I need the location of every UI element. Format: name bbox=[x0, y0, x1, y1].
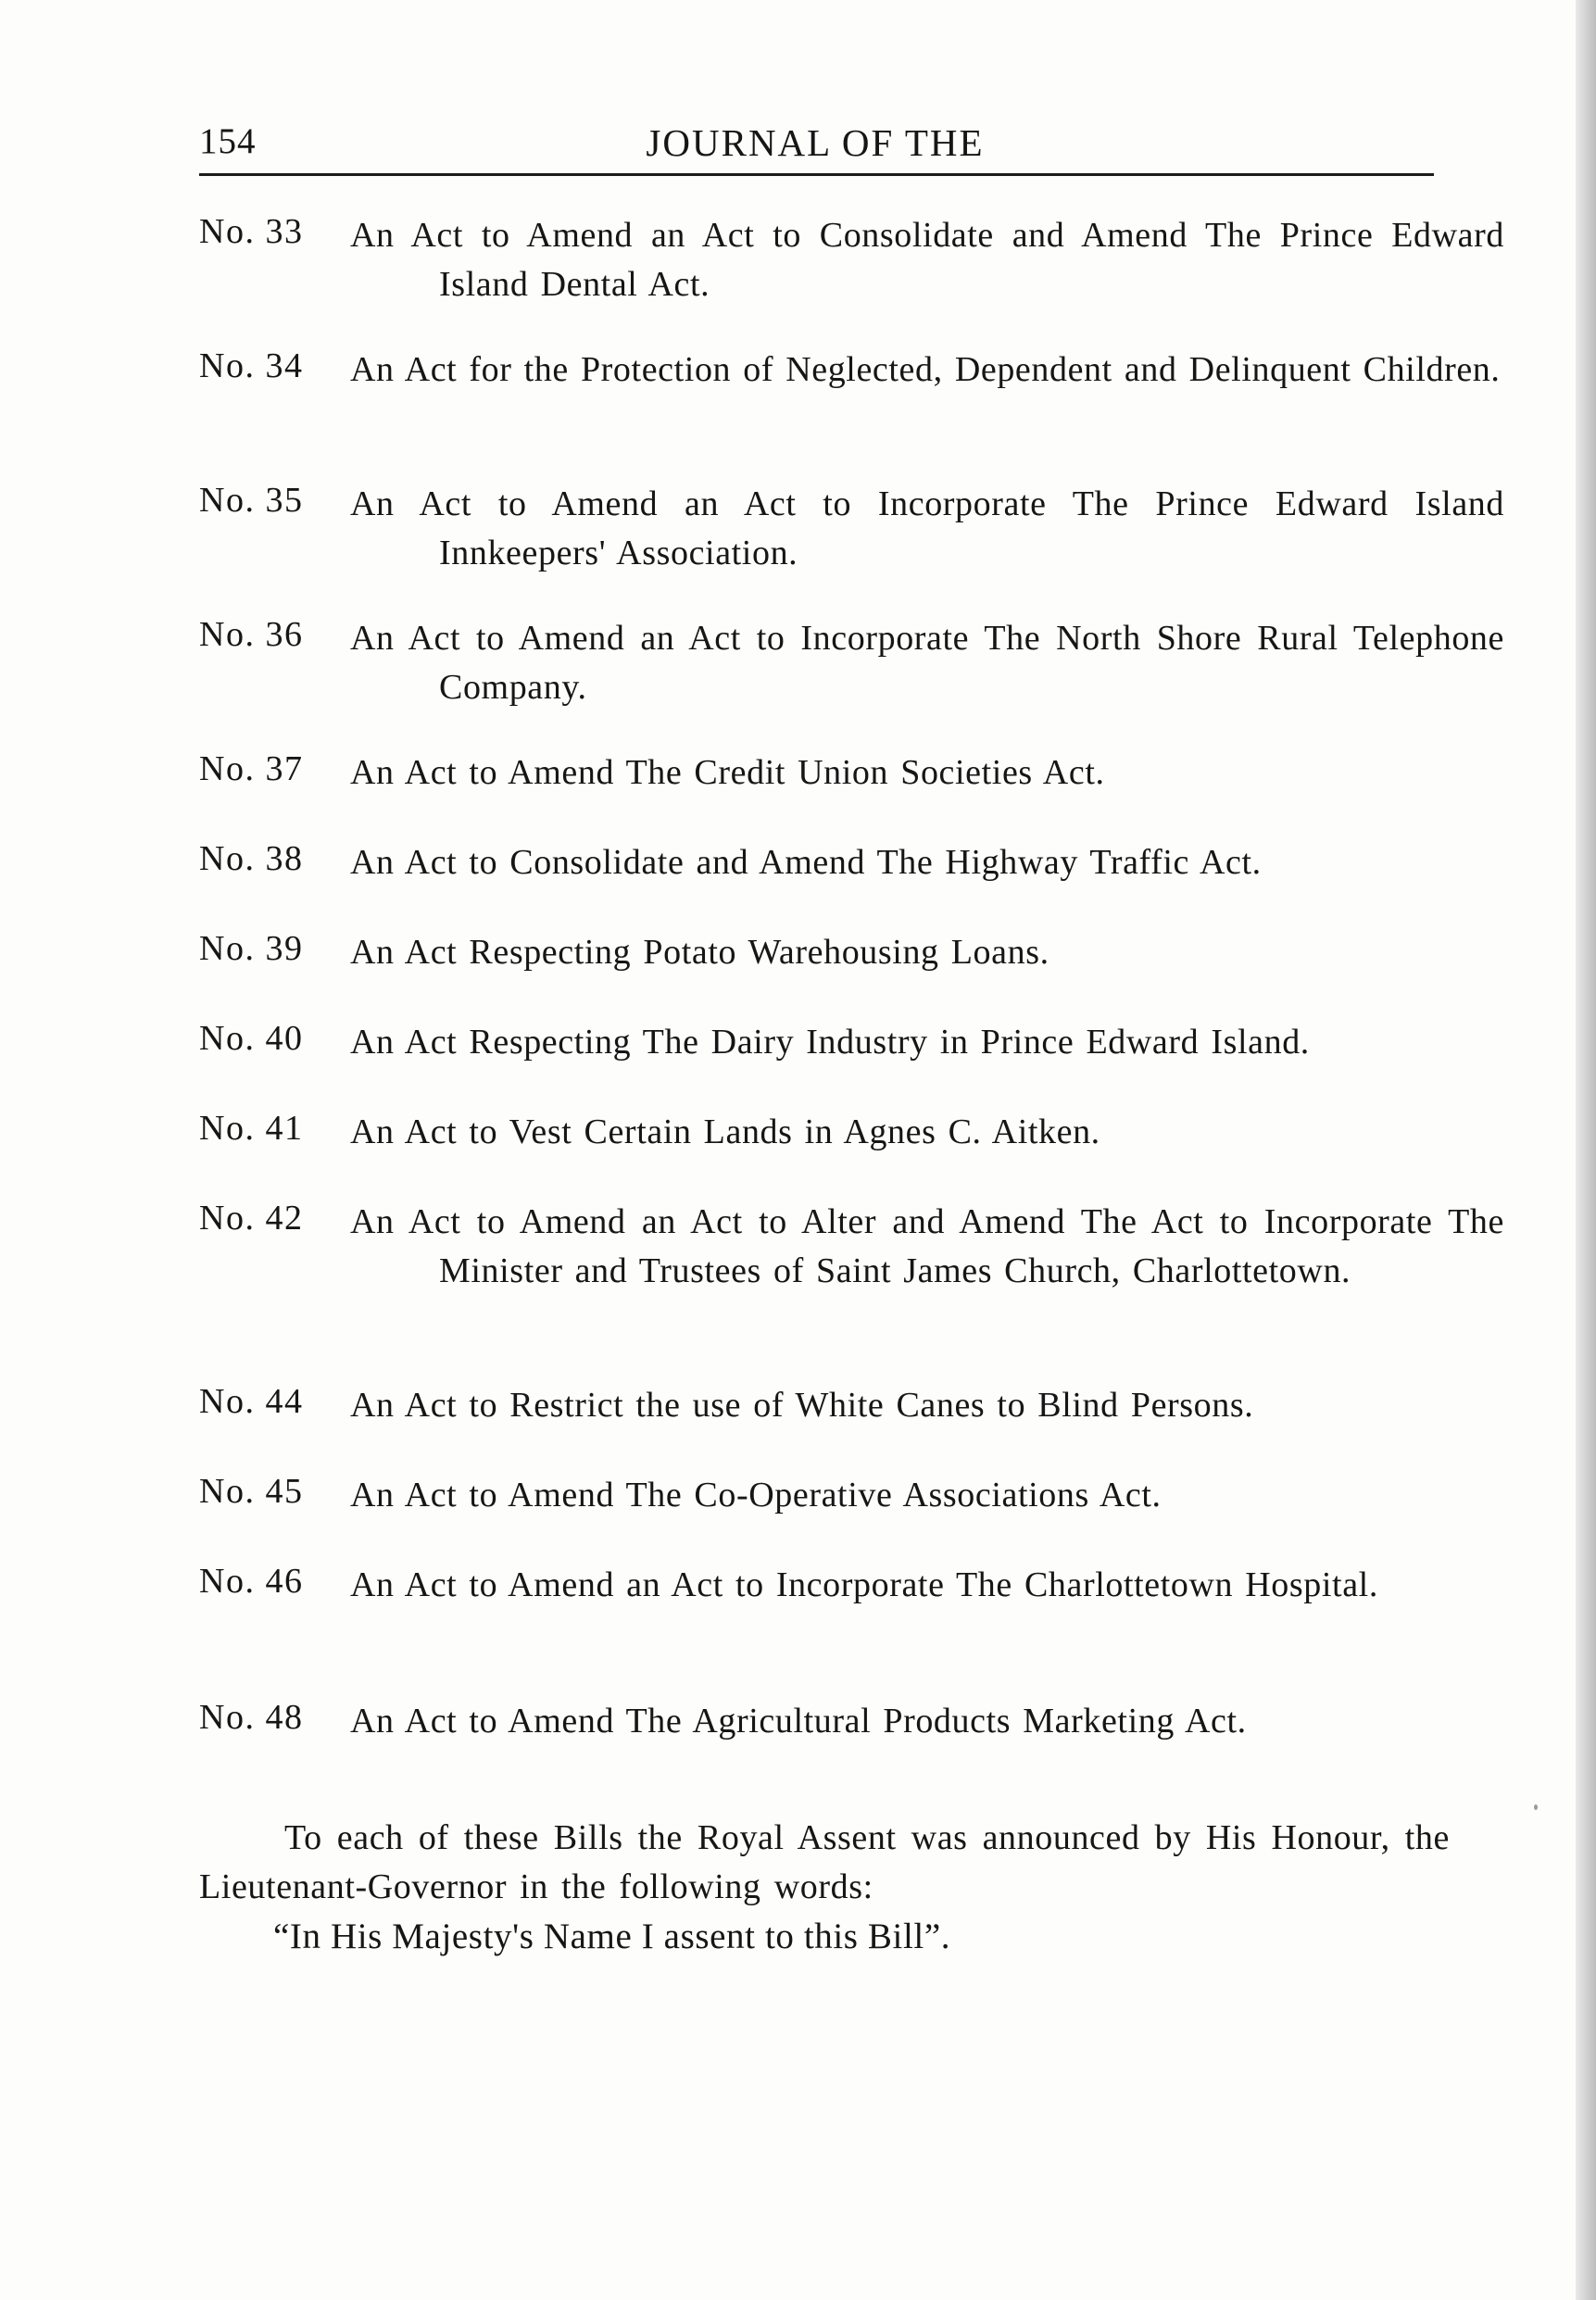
act-number: No. 45 bbox=[199, 1472, 304, 1511]
act-title: An Act Respecting The Dairy Industry in Prince Edward Island. bbox=[350, 1023, 1310, 1062]
act-number: No. 48 bbox=[199, 1698, 304, 1737]
running-head: JOURNAL OF THE bbox=[646, 121, 985, 164]
header-rule bbox=[199, 173, 1434, 176]
act-number: No. 41 bbox=[199, 1109, 304, 1148]
act-title: An Act to Amend The Co-Operative Associations Act. bbox=[350, 1476, 1162, 1514]
act-number: No. 36 bbox=[199, 615, 304, 654]
print-speck bbox=[1534, 1804, 1538, 1810]
act-title: An Act for the Protection of Neglected, Dependent and Delinquent Children. bbox=[350, 350, 1501, 389]
act-number: No. 39 bbox=[199, 929, 304, 968]
royal-assent-quote: “In His Majesty's Name I assent to this Bill”. bbox=[273, 1917, 951, 1956]
act-title: An Act to Amend an Act to Incorporate The Charlottetown Hospital. bbox=[350, 1565, 1378, 1604]
act-number: No. 34 bbox=[199, 346, 304, 385]
act-title: An Act to Restrict the use of White Canes to Blind Persons. bbox=[350, 1386, 1254, 1425]
act-title: An Act to Amend an Act to Incorporate The North Shore Rural Telephone Company. bbox=[350, 619, 1504, 707]
page-header bbox=[199, 109, 1431, 176]
royal-assent-paragraph: To each of these Bills the Royal Assent was announced by His Honour, the Lieutenant-Governor in the following words: bbox=[199, 1818, 1450, 1906]
page-edge-shadow bbox=[1576, 0, 1596, 2300]
act-title: An Act to Amend an Act to Incorporate The Prince Edward Island Innkeepers' Association. bbox=[350, 484, 1504, 572]
act-title: An Act to Consolidate and Amend The Highway Traffic Act. bbox=[350, 843, 1262, 882]
act-number: No. 35 bbox=[199, 481, 304, 520]
act-title: An Act Respecting Potato Warehousing Loans. bbox=[350, 933, 1049, 972]
act-title: An Act to Amend The Agricultural Products Marketing Act. bbox=[350, 1702, 1247, 1741]
act-number: No. 37 bbox=[199, 749, 304, 788]
act-title: An Act to Amend The Credit Union Societies Act. bbox=[350, 753, 1105, 792]
act-number: No. 40 bbox=[199, 1019, 304, 1058]
act-number: No. 38 bbox=[199, 839, 304, 878]
act-number: No. 46 bbox=[199, 1562, 304, 1601]
act-number: No. 44 bbox=[199, 1382, 304, 1421]
page-number: 154 bbox=[199, 121, 257, 161]
act-number: No. 42 bbox=[199, 1199, 304, 1238]
act-number: No. 33 bbox=[199, 212, 304, 251]
act-title: An Act to Vest Certain Lands in Agnes C. Aitken. bbox=[350, 1112, 1100, 1151]
act-title: An Act to Amend an Act to Consolidate and Amend The Prince Edward Island Dental Act. bbox=[350, 216, 1504, 304]
act-title: An Act to Amend an Act to Alter and Amend The Act to Incorporate The Minister and Trustees of Saint James Church, Charlottetown. bbox=[350, 1202, 1504, 1290]
